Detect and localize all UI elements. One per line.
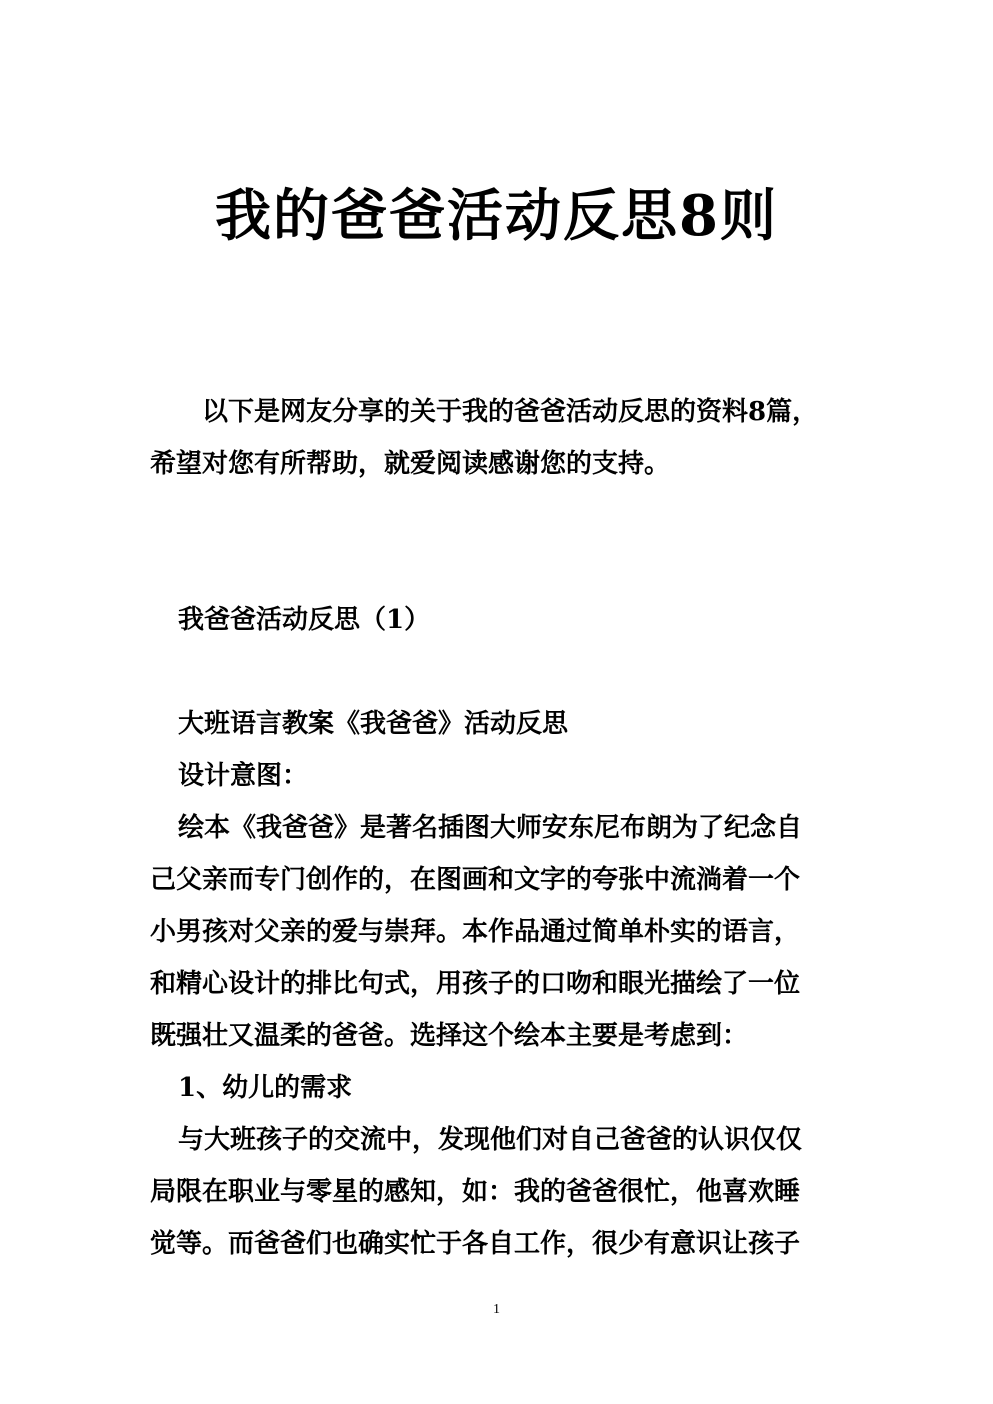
page-number: 1 bbox=[493, 1302, 500, 1317]
intro-line: 以下是网友分享的关于我的爸爸活动反思的资料8篇， bbox=[202, 397, 819, 427]
section-heading: 我爸爸活动反思（1） bbox=[178, 605, 431, 635]
paragraph-line: 既强壮又温柔的爸爸。选择这个绘本主要是考虑到： bbox=[150, 1021, 749, 1051]
body-content bbox=[150, 698, 830, 1270]
document-title: 我的爸爸活动反思8则 bbox=[215, 183, 778, 249]
section-heading-block bbox=[150, 594, 830, 646]
intro-paragraph bbox=[150, 386, 830, 490]
point-label: 1、幼儿的需求 bbox=[178, 1073, 353, 1103]
paragraph-line: 与大班孩子的交流中，发现他们对自己爸爸的认识仅仅 bbox=[178, 1125, 803, 1155]
design-label: 设计意图： bbox=[178, 761, 309, 791]
lesson-title: 大班语言教案《我爸爸》活动反思 bbox=[178, 709, 569, 739]
paragraph-line: 己父亲而专门创作的，在图画和文字的夸张中流淌着一个 bbox=[150, 865, 801, 895]
paragraph-line: 觉等。而爸爸们也确实忙于各自工作，很少有意识让孩子 bbox=[150, 1229, 801, 1259]
paragraph-line: 小男孩对父亲的爱与崇拜。本作品通过简单朴实的语言， bbox=[150, 917, 801, 947]
paragraph-line: 绘本《我爸爸》是著名插图大师安东尼布朗为了纪念自 bbox=[178, 813, 803, 843]
paragraph-line: 局限在职业与零星的感知，如：我的爸爸很忙，他喜欢睡 bbox=[150, 1177, 801, 1207]
intro-line: 希望对您有所帮助，就爱阅读感谢您的支持。 bbox=[150, 449, 671, 479]
paragraph-line: 和精心设计的排比句式，用孩子的口吻和眼光描绘了一位 bbox=[150, 969, 801, 999]
